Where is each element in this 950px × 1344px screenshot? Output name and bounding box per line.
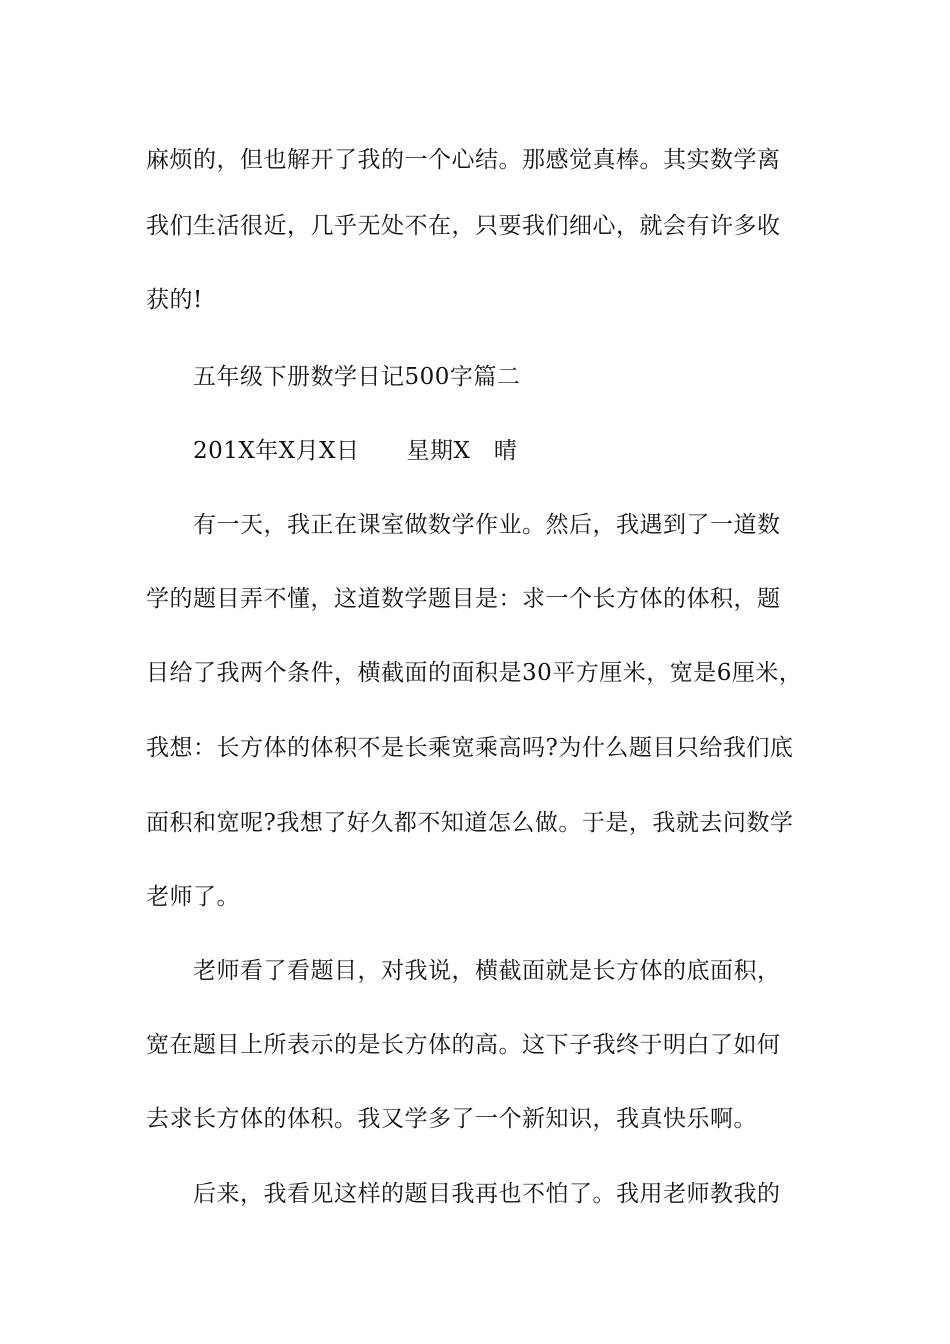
paragraph-line: 学的题目弄不懂，这道数学题目是：求一个长方体的体积，题 (146, 586, 781, 612)
paragraph-line: 宽在题目上所表示的是长方体的高。这下子我终于明白了如何 (146, 1032, 781, 1058)
paragraph-line: 老师了。 (146, 884, 240, 910)
paragraph-line: 我想：长方体的体积不是长乘宽乘高吗?为什么题目只给我们底 (146, 735, 794, 761)
diary-date-line: 201X年X月X日 星期X 晴 (193, 438, 518, 464)
paragraph-line: 去求长方体的体积。我又学多了一个新知识，我真快乐啊。 (146, 1106, 757, 1132)
paragraph-line: 面积和宽呢?我想了好久都不知道怎么做。于是，我就去问数学 (146, 810, 794, 836)
paragraph-line: 麻烦的，但也解开了我的一个心结。那感觉真棒。其实数学离 (146, 147, 781, 173)
paragraph-line: 后来，我看见这样的题目我再也不怕了。我用老师教我的 (193, 1181, 781, 1207)
paragraph-line: 获的! (146, 287, 203, 313)
paragraph-line: 老师看了看题目，对我说，横截面就是长方体的底面积， (193, 958, 781, 984)
paragraph-line: 目给了我两个条件，横截面的面积是30平方厘米，宽是6厘米， (146, 660, 803, 686)
paragraph-line: 我们生活很近，几乎无处不在，只要我们细心，就会有许多收 (146, 213, 781, 239)
section-heading: 五年级下册数学日记500字篇二 (193, 364, 521, 390)
paragraph-line: 有一天，我正在课室做数学作业。然后，我遇到了一道数 (193, 512, 781, 538)
